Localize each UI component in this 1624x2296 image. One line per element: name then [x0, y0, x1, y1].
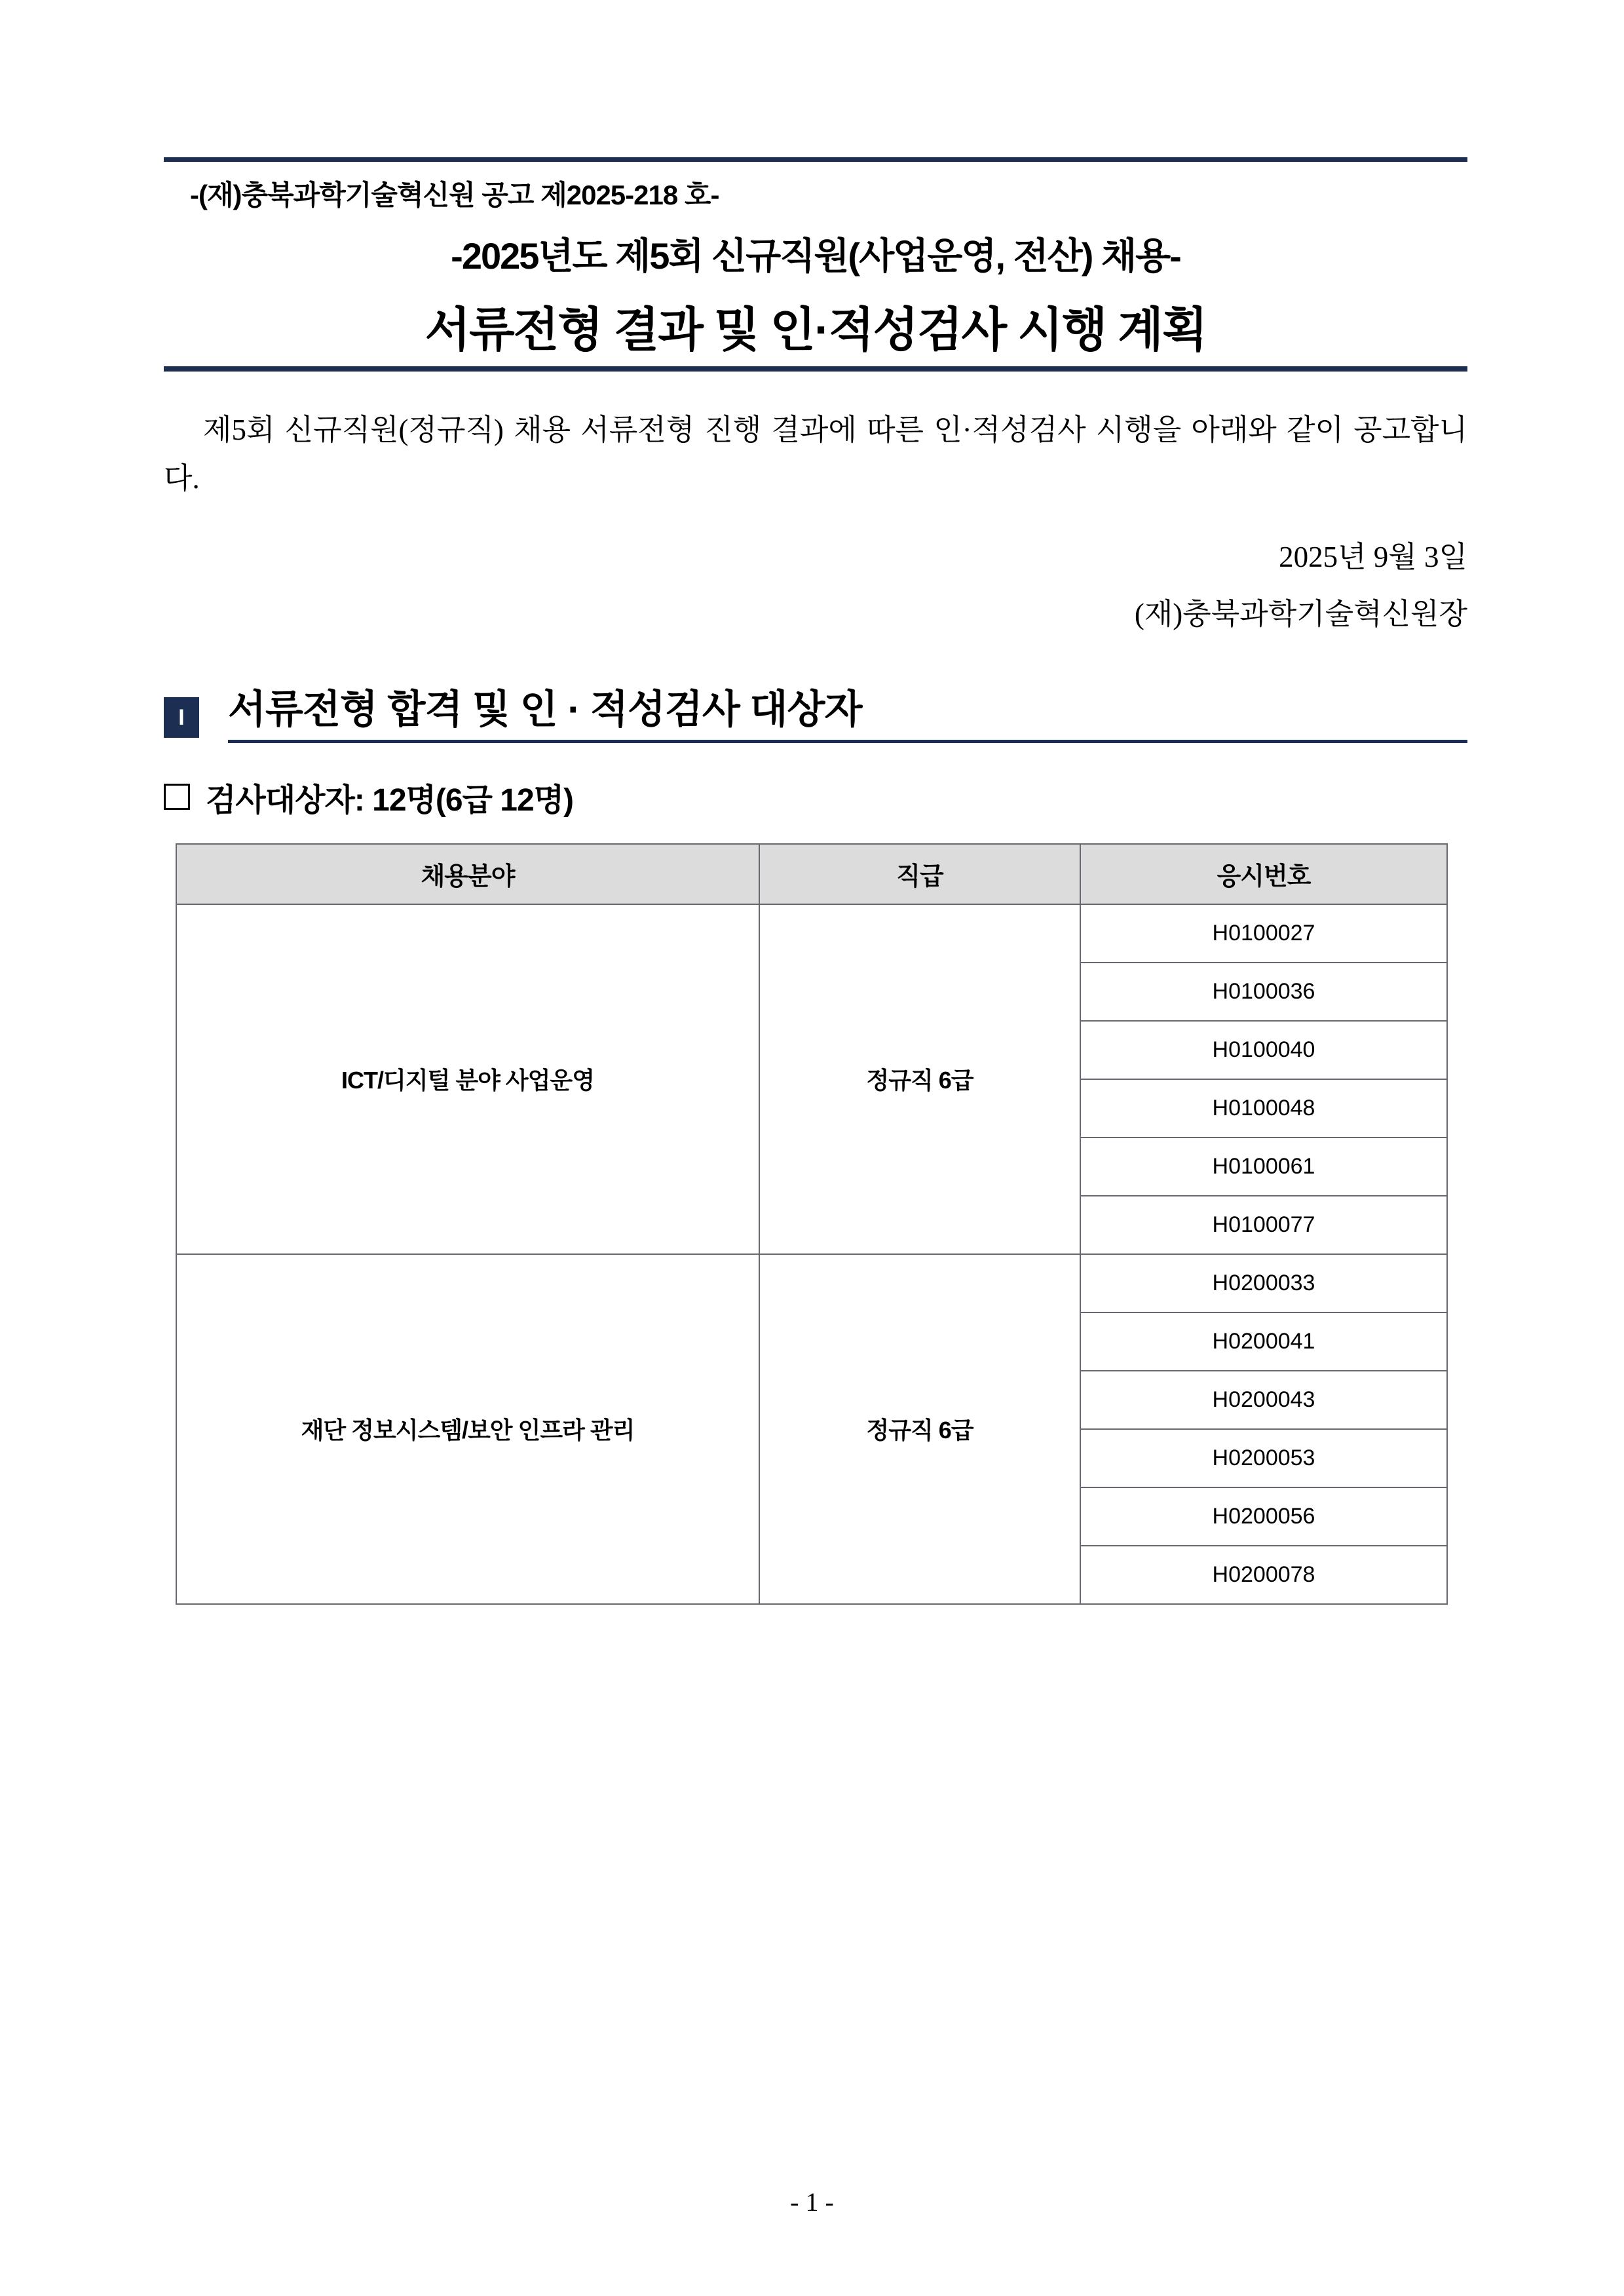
applicant-code: H0200056	[1080, 1487, 1447, 1546]
page-footer: - 1 -	[790, 2187, 834, 2217]
applicant-code: H0200043	[1080, 1371, 1447, 1429]
section-title: 서류전형 합격 및 인 · 적성검사 대상자	[228, 687, 862, 731]
group-grade-1: 정규직 6급	[759, 1254, 1080, 1604]
header-rule-bottom	[164, 366, 1467, 372]
sign-organization: (재)충북과학기술혁신원장	[1134, 597, 1467, 630]
applicant-code: H0100040	[1080, 1021, 1447, 1079]
candidates-table	[176, 843, 1448, 1605]
document-title-line1: -2025년도 제5회 신규직원(사업운영, 전산) 채용-	[451, 235, 1180, 277]
column-header-field: 채용분야	[176, 844, 759, 904]
sign-date: 2025년 9월 3일	[1279, 540, 1467, 573]
sub-heading-label: 검사대상자: 12명(6급 12명)	[206, 782, 574, 818]
checkbox-square-icon	[164, 784, 190, 810]
applicant-code: H0200078	[1080, 1546, 1447, 1604]
sub-heading	[164, 775, 1467, 820]
applicant-code: H0100036	[1080, 963, 1447, 1021]
document-content	[164, 157, 1467, 1605]
column-header-grade: 직급	[759, 844, 1080, 904]
table-row	[176, 1254, 1447, 1312]
table-row	[176, 904, 1447, 963]
applicant-code: H0100077	[1080, 1196, 1447, 1254]
applicant-code: H0100027	[1080, 904, 1447, 963]
table-header-row	[176, 844, 1447, 904]
applicant-code: H0200041	[1080, 1312, 1447, 1371]
header-rule-top	[164, 157, 1467, 162]
group-grade-0: 정규직 6급	[759, 904, 1080, 1254]
intro-paragraph: 제5회 신규직원(정규직) 채용 서류전형 진행 결과에 따른 인·적성검사 시행을 아래와 같이 공고합니다.	[164, 413, 1467, 495]
applicant-code: H0100061	[1080, 1138, 1447, 1196]
group-field-0: ICT/디지털 분야 사업운영	[176, 904, 759, 1254]
document-title-line2: 서류전형 결과 및 인·적성검사 시행 계획	[425, 304, 1207, 356]
applicant-code: H0200053	[1080, 1429, 1447, 1487]
notice-number: -(재)충북과학기술혁신원 공고 제2025-218 호-	[190, 180, 719, 210]
applicant-code: H0100048	[1080, 1079, 1447, 1138]
section-marker: I	[164, 697, 199, 738]
column-header-code: 응시번호	[1080, 844, 1447, 904]
applicant-code: H0200033	[1080, 1254, 1447, 1312]
section-title-wrap	[228, 678, 1467, 743]
section-heading	[164, 678, 1467, 743]
group-field-1: 재단 정보시스템/보안 인프라 관리	[176, 1254, 759, 1604]
